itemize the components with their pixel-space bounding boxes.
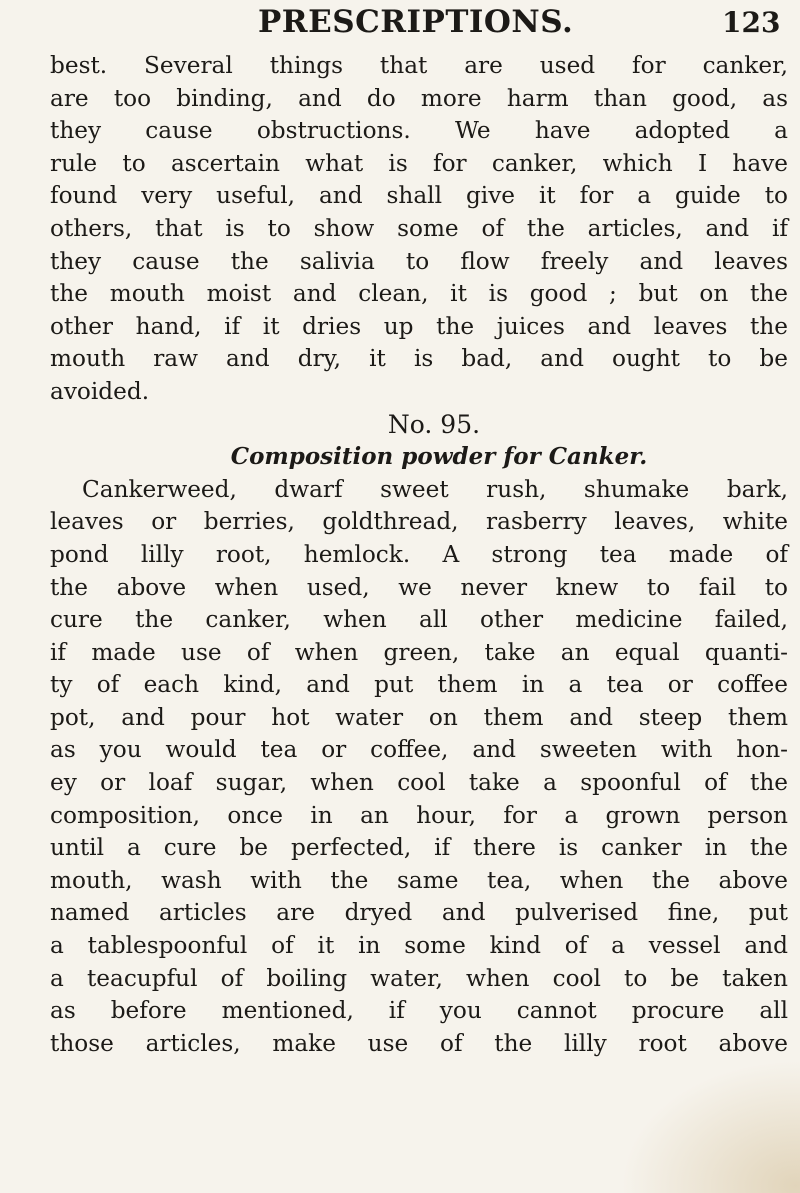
text-line: mouth, wash with the same tea, when the above: [50, 866, 788, 894]
text-line: rule to ascertain what is for canker, which I have: [50, 149, 788, 177]
text-line: ey or loaf sugar, when cool take a spoonful of the: [50, 769, 788, 797]
page-number: 123: [722, 6, 781, 39]
text-line: pot, and pour hot water on them and steep them: [50, 703, 788, 731]
text-line: ty of each kind, and put them in a tea or coffee: [50, 671, 788, 699]
text-line: as before mentioned, if you cannot procure all: [50, 997, 788, 1025]
recipe-title: Composition powder for Canker.: [230, 443, 648, 471]
recipe-number-line: [50, 409, 788, 442]
text-line: those articles, make use of the lilly root above: [50, 1029, 788, 1057]
body-text: [50, 50, 788, 1060]
text-line: a teacupful of boiling water, when cool to be taken: [50, 964, 788, 992]
text-line: pond lilly root, hemlock. A strong tea made of: [50, 540, 788, 568]
text-line: composition, once in an hour, for a grown person: [50, 801, 788, 829]
text-line: mouth raw and dry, it is bad, and ought to be: [50, 345, 788, 373]
recipe-title-line: [50, 441, 788, 474]
text-line: cure the canker, when all other medicine failed,: [50, 606, 788, 634]
text-line: found very useful, and shall give it for a guide to: [50, 182, 788, 210]
text-line: the mouth moist and clean, it is good ; but on the: [50, 280, 788, 308]
text-line: the above when used, we never knew to fail to: [50, 573, 788, 601]
text-line: as you would tea or coffee, and sweeten with hon-: [50, 736, 788, 764]
text-line: if made use of when green, take an equal quanti-: [50, 638, 788, 666]
text-line: are too binding, and do more harm than good, as: [50, 84, 788, 112]
page-title: PRESCRIPTIONS.: [258, 4, 574, 40]
text-line: leaves or berries, goldthread, rasberry leaves, white: [50, 508, 788, 536]
text-line: named articles are dryed and pulverised fine, put: [50, 899, 788, 927]
paper-stain: [620, 1060, 800, 1193]
text-line: they cause obstructions. We have adopted a: [50, 117, 788, 145]
text-line: a tablespoonful of it in some kind of a vessel and: [50, 932, 788, 960]
text-line: others, that is to show some of the articles, and if: [50, 214, 788, 242]
running-head: [0, 4, 800, 48]
text-line: they cause the salivia to flow freely and leaves: [50, 247, 788, 275]
text-line: Cankerweed, dwarf sweet rush, shumake bark,: [82, 475, 788, 503]
text-line: other hand, if it dries up the juices and leaves the: [50, 312, 788, 340]
text-line: until a cure be perfected, if there is canker in the: [50, 834, 788, 862]
text-line: avoided.: [50, 377, 150, 405]
recipe-number: No. 95.: [387, 409, 481, 439]
text-line: best. Several things that are used for canker,: [50, 52, 788, 79]
